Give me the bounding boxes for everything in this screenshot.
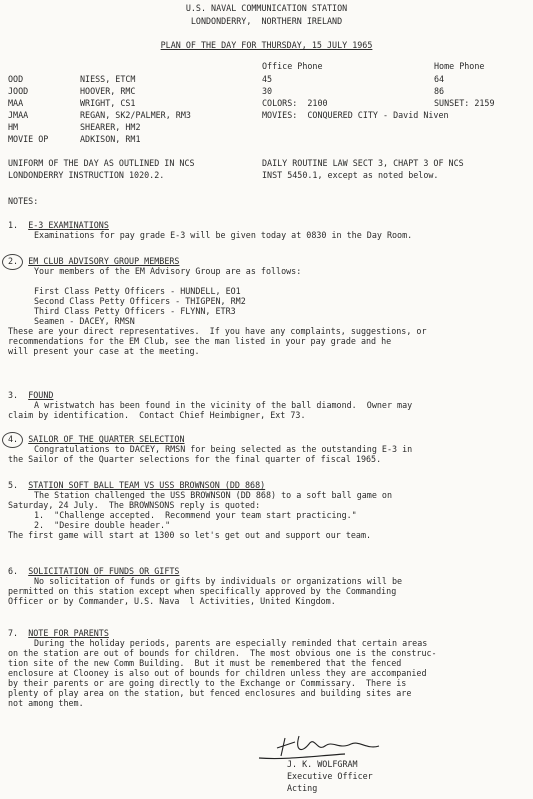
note-4 xyxy=(8,434,528,464)
routine-line-2: INST 5450.1, except as noted below. xyxy=(262,170,439,180)
home-phone-label: Home Phone xyxy=(434,61,485,71)
uniform-line-1: UNIFORM OF THE DAY AS OUTLINED IN NCS xyxy=(8,158,195,168)
uniform-line-2: LONDONDERRY INSTRUCTION 1020.2. xyxy=(8,170,165,180)
note-text: Officer or by Commander, U.S. Nava l Activities, United Kingdom. xyxy=(8,596,336,606)
note-text: Saturday, 24 July. The BROWNSONS reply is quoted: xyxy=(8,500,261,510)
note-text: not among them. xyxy=(8,698,84,708)
org-name: U.S. NAVAL COMMUNICATION STATION xyxy=(185,3,348,13)
staff-role: OOD xyxy=(8,74,24,84)
note-number: 5. xyxy=(8,480,19,490)
note-text: Seamen - DACEY, RMSN xyxy=(34,316,135,326)
note-text: Third Class Petty Officers - FLYNN, ETR3 xyxy=(34,306,236,316)
staff-role: MAA xyxy=(8,98,24,108)
staff-name: ADKISON, RM1 xyxy=(80,134,141,144)
note-text: on the station are out of bounds for children. The most obvious one is the construc- xyxy=(8,648,437,658)
note-title: STATION SOFT BALL TEAM VS USS BROWNSON (DD 868) xyxy=(28,480,266,490)
notes-label: NOTES: xyxy=(8,196,39,206)
note-text: by their parents or are going directly to the Exchange or Commissary. There is xyxy=(8,678,407,688)
note-text: recommendations for the EM Club, see the man listed in your pay grade and he xyxy=(8,336,392,346)
note-title: E-3 EXAMINATIONS xyxy=(28,220,109,230)
note-text: The first game will start at 1300 so let's get out and support our team. xyxy=(8,530,372,540)
note-text: permitted on this station except when specifically approved by the Commanding xyxy=(8,586,397,596)
staff-name: SHEARER, HM2 xyxy=(80,122,141,132)
note-text: The Station challenged the USS BROWNSON (DD 868) to a soft ball game on xyxy=(34,490,392,500)
note-title: NOTE FOR PARENTS xyxy=(28,628,109,638)
colors-time: COLORS: 2100 xyxy=(262,98,328,108)
note-text: These are your direct representatives. If you have any complaints, suggestions, or xyxy=(8,326,427,336)
staff-home: 86 xyxy=(434,86,445,96)
note-text: First Class Petty Officers - HUNDELL, EO1 xyxy=(34,286,241,296)
note-3 xyxy=(8,390,528,420)
staff-role: JOOD xyxy=(8,86,29,96)
note-1 xyxy=(8,220,528,240)
note-text: During the holiday periods, parents are especially reminded that certain areas xyxy=(34,638,428,648)
signatory-title: Executive Officer xyxy=(287,771,373,781)
note-text: A wristwatch has been found in the vicinity of the ball diamond. Owner may xyxy=(34,400,413,410)
note-number: 1. xyxy=(8,220,19,230)
note-number: 6. xyxy=(8,566,19,576)
movie-listing: MOVIES: CONQUERED CITY - David Niven xyxy=(262,110,449,120)
note-text: will present your case at the meeting. xyxy=(8,346,200,356)
signatory-status: Acting xyxy=(287,783,318,793)
note-text: 1. "Challenge accepted. Recommend your team start practicing." xyxy=(34,510,357,520)
note-text: tion site of the new Comm Building. But it must be remembered that the fenced xyxy=(8,658,402,668)
note-7 xyxy=(8,628,528,708)
station-location: LONDONDERRY, NORTHERN IRELAND xyxy=(190,16,343,26)
note-title: FOUND xyxy=(28,390,54,400)
note-text: No solicitation of funds or gifts by individuals or organizations will be xyxy=(34,576,403,586)
note-text: Congratulations to DACEY, RMSN for being selected as the outstanding E-3 in xyxy=(34,444,413,454)
staff-role: MOVIE OP xyxy=(8,134,49,144)
note-text: enclosure at Clooney is also out of bounds for children unless they are accompanied xyxy=(8,668,427,678)
note-text: 2. "Desire double header." xyxy=(34,520,171,530)
note-number: 3. xyxy=(8,390,19,400)
note-text xyxy=(8,276,528,286)
routine-line-1: DAILY ROUTINE LAW SECT 3, CHAPT 3 OF NCS xyxy=(262,158,464,168)
office-phone-label: Office Phone xyxy=(262,61,323,71)
note-2 xyxy=(8,256,528,356)
staff-role: JMAA xyxy=(8,110,29,120)
note-text: Your members of the EM Advisory Group are as follows: xyxy=(34,266,302,276)
staff-role: HM xyxy=(8,122,19,132)
signatory-name: J. K. WOLFGRAM xyxy=(287,759,358,769)
staff-name: HOOVER, RMC xyxy=(80,86,136,96)
note-text: plenty of play area on the station, but fenced enclosures and building sites are xyxy=(8,688,412,698)
note-6 xyxy=(8,566,528,606)
staff-name: WRIGHT, CS1 xyxy=(80,98,136,108)
note-number: 4. xyxy=(8,434,19,444)
staff-name: REGAN, SK2/PALMER, RM3 xyxy=(80,110,191,120)
staff-office: 30 xyxy=(262,86,273,96)
staff-office: 45 xyxy=(262,74,273,84)
note-text: claim by identification. Contact Chief Heimbigner, Ext 73. xyxy=(8,410,306,420)
note-title: SOLICITATION OF FUNDS OR GIFTS xyxy=(28,566,180,576)
plan-title: PLAN OF THE DAY FOR THURSDAY, 15 JULY 1965 xyxy=(160,40,373,50)
note-text: Examinations for pay grade E-3 will be given today at 0830 in the Day Room. xyxy=(34,230,413,240)
note-text: Second Class Petty Officers - THIGPEN, RM2 xyxy=(34,296,246,306)
note-text: the Sailor of the Quarter selections for the final quarter of fiscal 1965. xyxy=(8,454,382,464)
note-5 xyxy=(8,480,528,540)
staff-home: 64 xyxy=(434,74,445,84)
note-number: 7. xyxy=(8,628,19,638)
note-title: SAILOR OF THE QUARTER SELECTION xyxy=(28,434,185,444)
note-number: 2. xyxy=(8,256,19,266)
sunset-time: SUNSET: 2159 xyxy=(434,98,495,108)
staff-name: NIESS, ETCM xyxy=(80,74,136,84)
note-title: EM CLUB ADVISORY GROUP MEMBERS xyxy=(28,256,180,266)
